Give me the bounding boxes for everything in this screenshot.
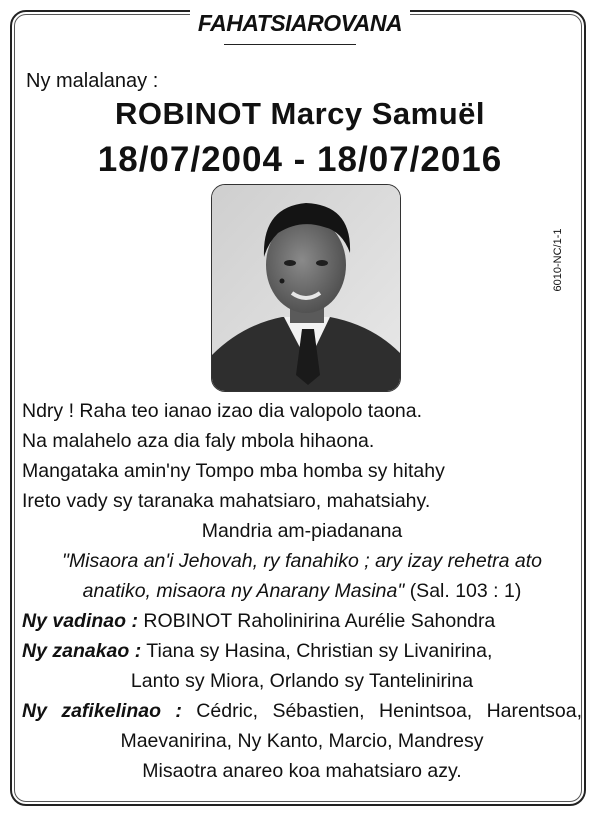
children-names-1: Tiana sy Hasina, Christian sy Livanirina,: [146, 640, 493, 662]
verse-line-2: [22, 576, 582, 606]
spouse-line: [22, 606, 582, 636]
verse-reference: (Sal. 103 : 1): [409, 580, 522, 602]
portrait-image: [212, 185, 400, 391]
thanks-line: Misaotra anareo koa mahatsiaro azy.: [142, 760, 462, 782]
body-text: [22, 396, 582, 786]
deceased-dates: 18/07/2004 - 18/07/2016: [97, 140, 503, 179]
children-label: Ny zanakao :: [22, 640, 142, 662]
side-code: 6010-NC/1-1: [552, 228, 564, 292]
verse-text: anatiko, misaora ny Anarany Masina": [82, 580, 405, 602]
spouse-label: Ny vadinao :: [22, 610, 138, 632]
header-underline: [224, 44, 356, 45]
poem-line: Ireto vady sy taranaka mahatsiaro, mahatsiahy.: [22, 490, 431, 512]
children-line-2: Lanto sy Miora, Orlando sy Tantelinirina: [130, 670, 474, 692]
poem-line: Na malahelo aza dia faly mbola hihaona.: [22, 430, 375, 452]
header: [0, 10, 600, 37]
grandchildren-label: Ny zafikelinao :: [22, 700, 182, 722]
portrait-photo: [211, 184, 401, 392]
poem-line: Mangataka amin'ny Tompo mba homba sy hitahy: [22, 460, 445, 482]
grandchildren-names-1: Cédric, Sébastien, Henintsoa, Harentsoa,: [196, 700, 582, 722]
closing-greeting: Mandria am-piadanana: [201, 520, 403, 542]
header-title: FAHATSIAROVANA: [190, 10, 410, 37]
deceased-name: ROBINOT Marcy Samuël: [114, 96, 486, 131]
poem-line: Ndry ! Raha teo ianao izao dia valopolo taona.: [22, 400, 423, 422]
intro-text: Ny malalanay :: [26, 70, 159, 92]
children-line-1: [22, 636, 582, 666]
verse-line-1: "Misaora an'i Jehovah, ry fanahiko ; ary izay rehetra ato: [62, 550, 542, 572]
grandchildren-line-2: Maevanirina, Ny Kanto, Marcio, Mandresy: [120, 730, 484, 752]
spouse-name: ROBINOT Raholinirina Aurélie Sahondra: [143, 610, 496, 632]
grandchildren-line-1: [22, 696, 582, 726]
